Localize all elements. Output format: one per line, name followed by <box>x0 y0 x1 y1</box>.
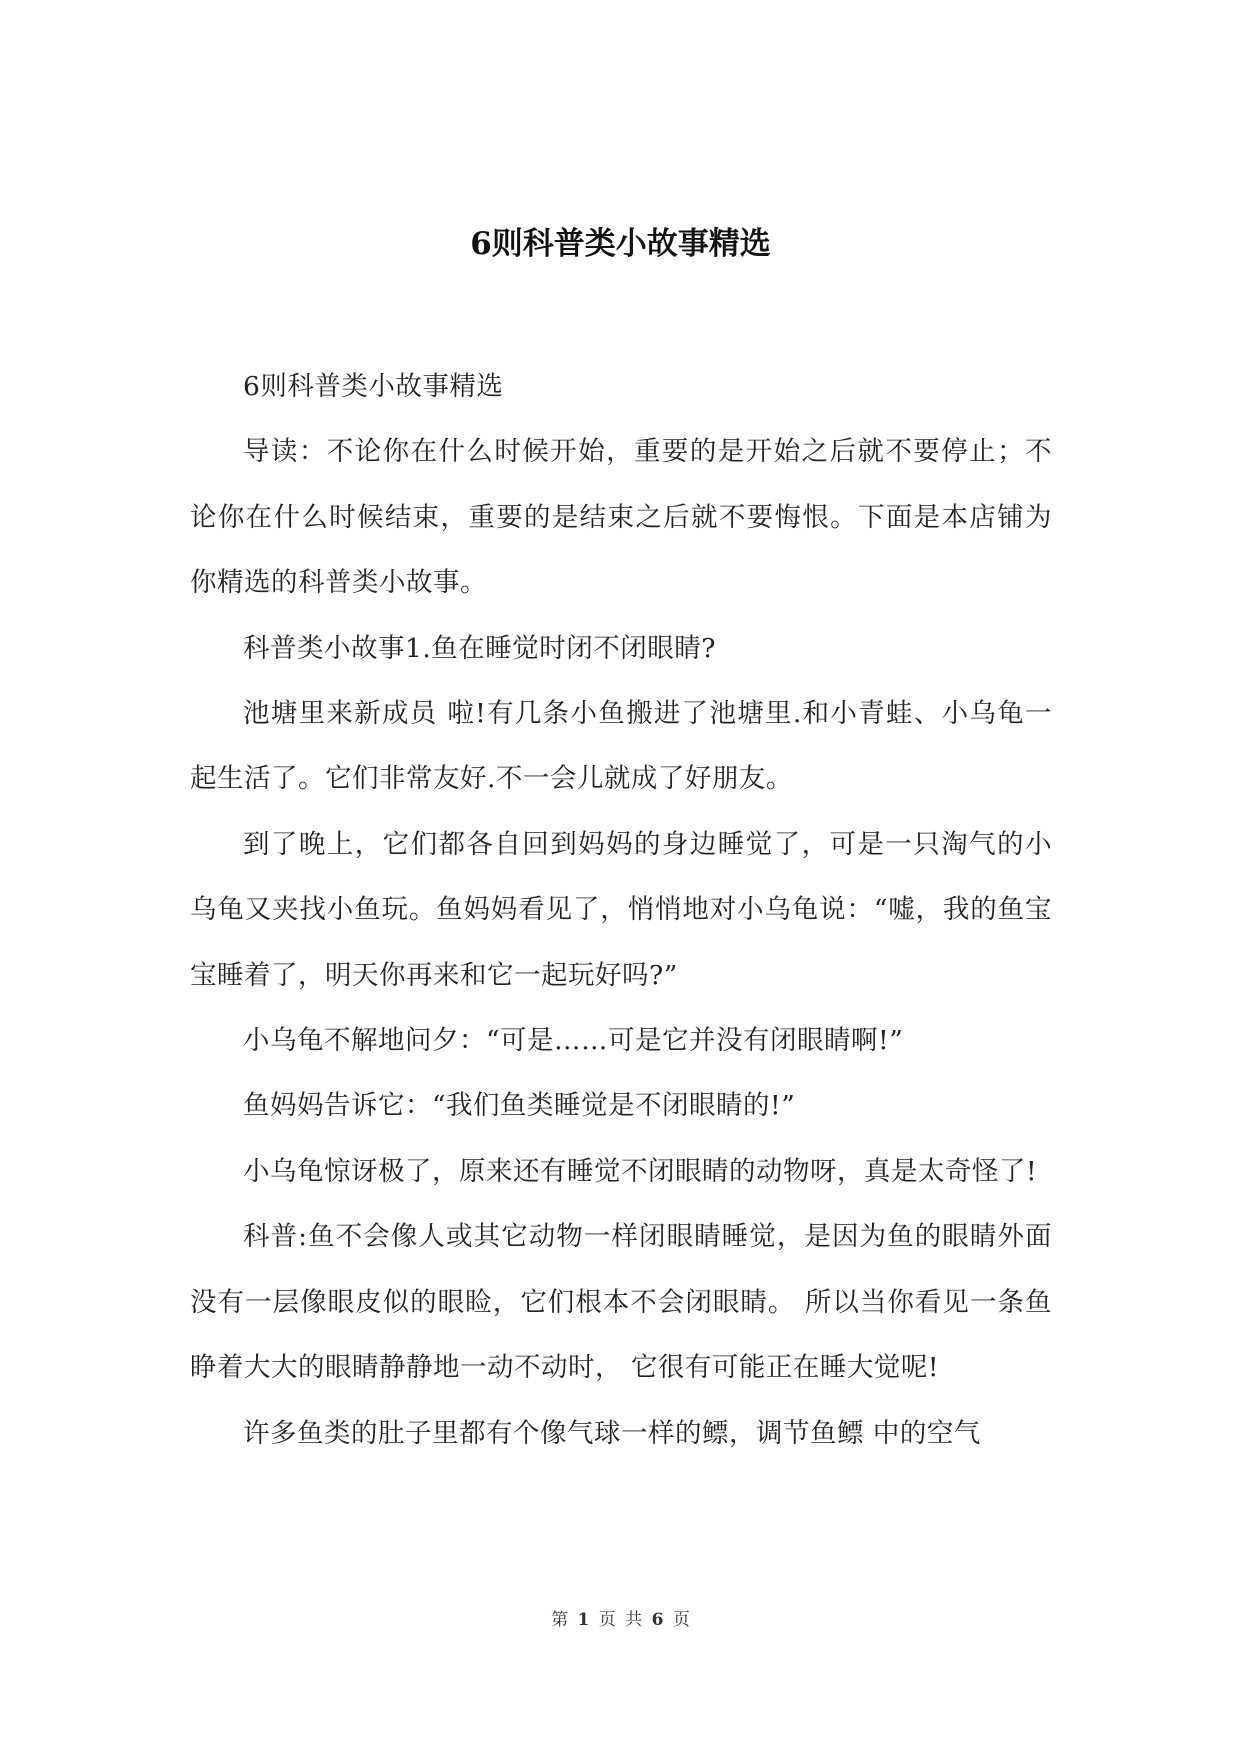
footer-middle: 页 共 <box>598 1610 643 1630</box>
paragraph-heading: 6则科普类小故事精选 <box>243 371 504 402</box>
footer-prefix: 第 <box>551 1610 569 1630</box>
paragraph: 小乌龟不解地问夕：“可是……可是它并没有闭眼睛啊!” <box>243 1025 904 1057</box>
paragraph: 池塘里来新成员 啦!有几条小鱼搬进了池塘里.和小青蛙、小乌龟一起生活了。它们非常友好.不一会儿就成了好朋友。 <box>190 698 1052 795</box>
paragraph-story-title: 科普类小故事1.鱼在睡觉时闭不闭眼睛? <box>243 632 716 664</box>
footer-suffix: 页 <box>672 1610 690 1630</box>
document-body <box>190 354 1052 1466</box>
paragraph: 到了晚上，它们都各自回到妈妈的身边睡觉了，可是一只淘气的小乌龟又夹找小鱼玩。鱼妈妈看见了，悄悄地对小乌龟说：“嘘，我的鱼宝宝睡着了，明天你再来和它一起玩好吗?” <box>190 828 1052 991</box>
paragraph-science-note: 科普:鱼不会像人或其它动物一样闭眼睛睡觉，是因为鱼的眼睛外面没有一层像眼皮似的眼睑，它们根本不会闭眼睛。 所以当你看见一条鱼睁着大大的眼睛静静地一动不动时， 它很有可能正在睡大觉呢! <box>190 1221 1052 1384</box>
paragraph: 小乌龟惊讶极了，原来还有睡觉不闭眼睛的动物呀，真是太奇怪了! <box>243 1155 1038 1187</box>
paragraph: 鱼妈妈告诉它：“我们鱼类睡觉是不闭眼睛的!” <box>243 1090 796 1122</box>
current-page-number: 1 <box>577 1610 590 1630</box>
document-title: 6则科普类小故事精选 <box>470 226 771 262</box>
total-pages-number: 6 <box>651 1610 664 1630</box>
paragraph-intro: 导读：不论你在什么时候开始，重要的是开始之后就不要停止；不论你在什么时候结束，重要的是结束之后就不要悔恨。下面是本店铺为你精选的科普类小故事。 <box>190 436 1052 599</box>
paragraph: 许多鱼类的肚子里都有个像气球一样的鳔，调节鱼鳔 中的空气 <box>243 1417 981 1449</box>
page-footer <box>0 1608 1241 1632</box>
